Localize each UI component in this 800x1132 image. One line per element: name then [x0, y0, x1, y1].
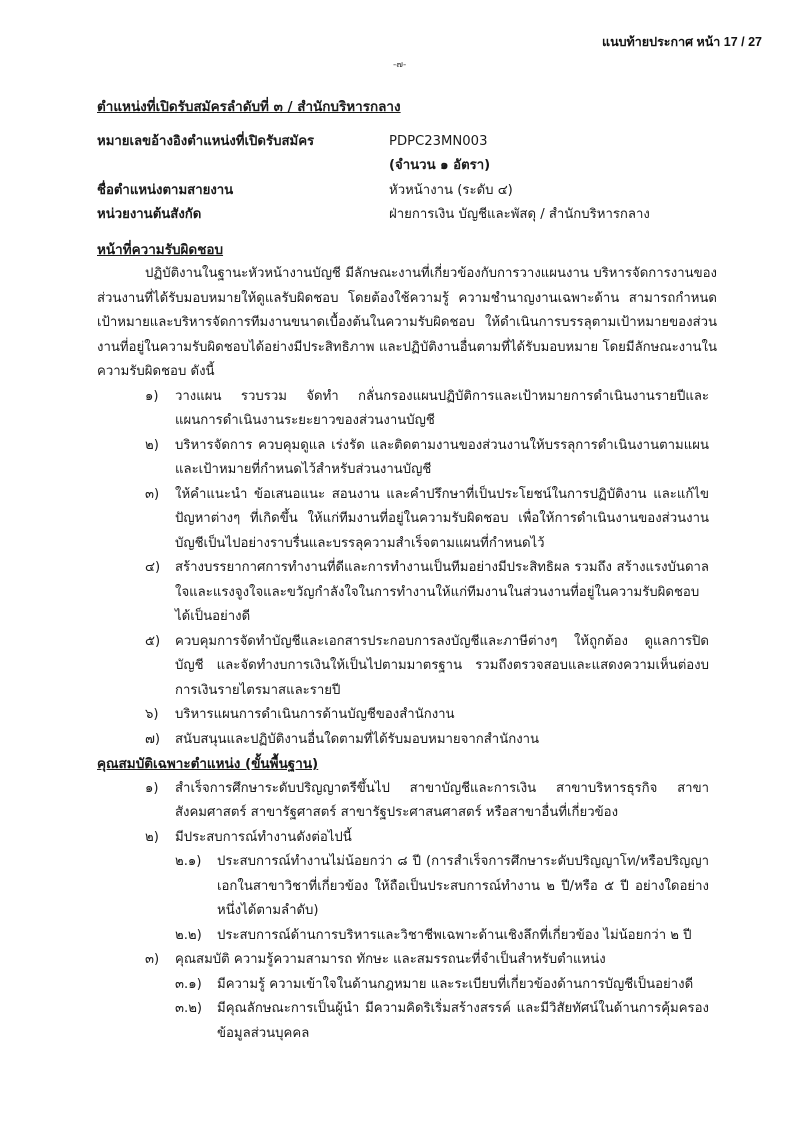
info-row-reference [97, 130, 717, 155]
sub-list-item [175, 924, 717, 949]
qualifications-section [97, 752, 717, 1046]
item-text: ให้คำแนะนำ ข้อเสนอแนะ สอนงาน และคำปรึกษาที่เป็นประโยชน์ในการปฏิบัติงาน และแก้ไขปัญหาต่างๆ ที่เกิดขึ้น ให้แก่ทีมงานที่อยู่ในความรับผิดชอบ เพื่อให้การดำเนินงานของส่วนงานบัญชีเป็นไปอย่างราบรื่นและบรรลุความสำเร็จตามแผนที่กำหนดไว้ [175, 486, 709, 551]
info-row-department [97, 203, 717, 228]
sub-list-item [175, 973, 717, 998]
item-text: บริหารจัดการ ควบคุมดูแล เร่งรัด และติดตามงานของส่วนงานให้บรรลุการดำเนินงานตามแผนและเป้าหมายที่กำหนดไว้สำหรับส่วนงานบัญชี [175, 437, 709, 477]
list-item [145, 728, 717, 753]
item-text: บริหารแผนการดำเนินการด้านบัญชีของสำนักงาน [175, 707, 455, 722]
item-text: มีประสบการณ์ทำงานดังต่อไปนี้ [175, 829, 352, 845]
item-number: ๓) [145, 486, 160, 502]
list-item [145, 483, 717, 557]
item-number: ๒) [145, 829, 159, 845]
info-label: หมายเลขอ้างอิงตำแหน่งที่เปิดรับสมัคร [97, 133, 315, 149]
sub-list-item [175, 997, 717, 1046]
responsibilities-heading: หน้าที่ความรับผิดชอบ [97, 241, 224, 258]
item-text: สร้างบรรยากาศการทำงานที่ดีและการทำงานเป็นทีมอย่างมีประสิทธิผล รวมถึง สร้างแรงบันดาลใจและแรงจูงใจและขวัญกำลังใจในการทำงานให้แก่ทีมงานในส่วนงานที่อยู่ในความรับผิดชอบได้เป็นอย่างดี [175, 560, 709, 624]
info-label: หน่วยงานต้นสังกัด [97, 207, 202, 222]
sub-list-item [175, 850, 717, 924]
list-item [145, 434, 717, 483]
position-info [97, 130, 717, 228]
sub-item-text: ประสบการณ์ด้านการบริหารและวิชาชีพเฉพาะด้านเชิงลึกที่เกี่ยวข้อง ไม่น้อยกว่า ๒ ปี [217, 927, 692, 943]
item-number: ๓) [145, 952, 160, 967]
item-number: ๔) [145, 560, 161, 575]
list-item [145, 703, 717, 728]
item-number: ๒) [145, 437, 159, 453]
qualifications-heading: คุณสมบัติเฉพาะตำแหน่ง (ขั้นพื้นฐาน) [97, 756, 319, 772]
item-text: วางแผน รวบรวม จัดทำ กลั่นกรองแผนปฏิบัติการและเป้าหมายการดำเนินงานรายปีและแผนการดำเนินงานระยะยาวของส่วนงานบัญชี [175, 388, 709, 428]
info-label: ชื่อตำแหน่งตามสายงาน [97, 182, 234, 198]
sub-item-number: ๓.๒) [175, 1001, 203, 1016]
sub-item-text: ประสบการณ์ทำงานไม่น้อยกว่า ๘ ปี (การสำเร็จการศึกษาระดับปริญญาโท/หรือปริญญาเอกในสาขาวิชาที่เกี่ยวข้อง ให้ถือเป็นประสบการณ์ทำงาน ๒ ปี/หรือ ๕ ปี อย่างใดอย่างหนึ่งได้ตามลำดับ) [217, 854, 709, 918]
list-item [145, 826, 717, 851]
list-item [145, 556, 717, 630]
info-row-count [97, 154, 717, 179]
reference-code: PDPC23MN003 [389, 133, 488, 149]
sub-item-text: มีคุณลักษณะการเป็นผู้นำ มีความคิดริเริ่มสร้างสรรค์ และมีวิสัยทัศน์ในด้านการคุ้มครองข้อมูลส่วนบุคคล [217, 1001, 709, 1041]
sub-item-number: ๓.๑) [175, 976, 202, 992]
responsibilities-section [97, 238, 717, 753]
annex-page-label: แนบท้ายประกาศ หน้า 17 / 27 [602, 35, 762, 49]
item-text: ควบคุมการจัดทำบัญชีและเอกสารประกอบการลงบัญชีและภาษีต่างๆ ให้ถูกต้อง ดูแลการปิดบัญชี และจัดทำงบการเงินให้เป็นไปตามมาตรฐาน รวมถึงตรวจสอบและแสดงความเห็นต่องบการเงินรายไตรมาสและรายปี [175, 633, 709, 698]
info-label [97, 154, 389, 179]
sub-item-text: มีความรู้ ความเข้าใจในด้านกฎหมาย และระเบียบที่เกี่ยวข้องด้านการบัญชีเป็นอย่างดี [217, 976, 694, 992]
item-text: คุณสมบัติ ความรู้ความสามารถ ทักษะ และสมรรถนะที่จำเป็นสำหรับตำแหน่ง [175, 952, 606, 967]
item-number: ๕) [145, 633, 161, 649]
position-count: (จำนวน ๑ อัตรา) [389, 158, 491, 173]
sub-item-number: ๒.๑) [175, 854, 202, 869]
item-number: ๖) [145, 707, 159, 722]
qualifications-list [97, 777, 717, 1047]
responsibilities-intro: ปฏิบัติงานในฐานะหัวหน้างานบัญชี มีลักษณะงานที่เกี่ยวข้องกับการวางแผนงาน บริหารจัดการงานของส่วนงานที่ได้รับมอบหมายให้ดูแลรับผิดชอบ โดยต้องใช้ความรู้ ความชำนาญงานเฉพาะด้าน สามารถกำหนดเป้าหมายและบริหารจัดการทีมงานขนาดเบื้องต้นในความรับผิดชอบ ให้ดำเนินการบรรลุตามเป้าหมายของส่วนงานที่อยู่ในความรับผิดชอบได้อย่างมีประสิทธิภาพ และปฏิบัติงานอื่นตามที่ได้รับมอบหมาย โดยมีลักษณะงานในความรับผิดชอบ ดังนี้ [97, 266, 717, 379]
list-item [145, 630, 717, 704]
list-item [145, 777, 717, 826]
responsibilities-list [97, 385, 717, 753]
info-row-title [97, 179, 717, 204]
item-text: สนับสนุนและปฏิบัติงานอื่นใดตามที่ได้รับมอบหมายจากสำนักงาน [175, 731, 540, 747]
sub-item-number: ๒.๒) [175, 927, 202, 943]
list-item [145, 948, 717, 973]
document-body [97, 95, 717, 1046]
list-item [145, 385, 717, 434]
position-title: ตำแหน่งที่เปิดรับสมัครลำดับที่ ๓ / สำนักบริหารกลาง [97, 99, 401, 115]
item-number: ๑) [145, 388, 159, 404]
department: ฝ่ายการเงิน บัญชีและพัสดุ / สำนักบริหารกลาง [389, 207, 650, 222]
job-title: หัวหน้างาน (ระดับ ๔) [389, 182, 513, 198]
item-number: ๗) [145, 731, 161, 747]
page-marker: -๗- [393, 60, 407, 70]
item-text: สำเร็จการศึกษาระดับปริญญาตรีขึ้นไป สาขาบัญชีและการเงิน สาขาบริหารธุรกิจ สาขาสังคมศาสตร์ สาขารัฐศาสตร์ สาขารัฐประศาสนศาสตร์ หรือสาขาอื่นที่เกี่ยวข้อง [175, 780, 709, 820]
item-number: ๑) [145, 780, 159, 796]
